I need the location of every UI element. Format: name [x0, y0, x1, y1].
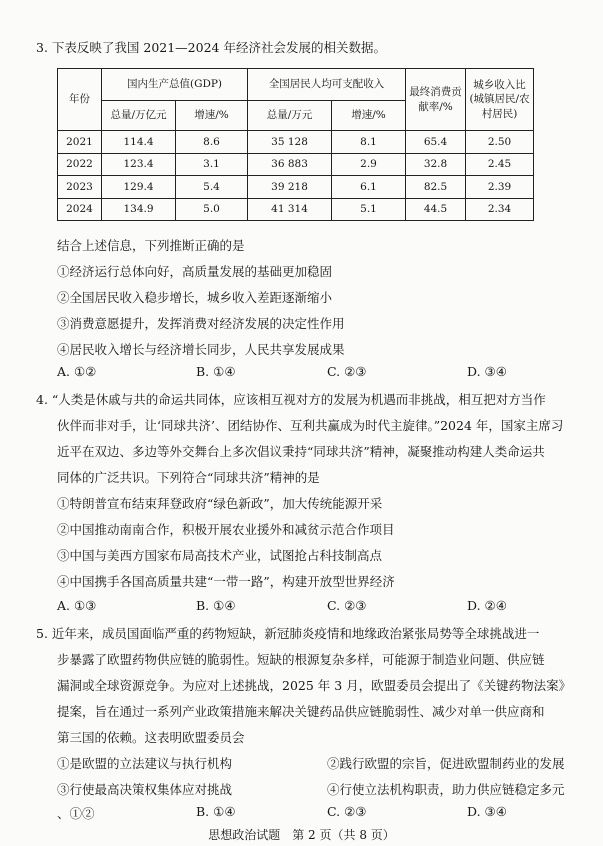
cell-consumption: 32.8 — [406, 153, 466, 176]
table-row — [58, 131, 534, 154]
q4-stem-line-4: 同体的广泛共识。下列符合“同球共济”精神的是 — [57, 470, 320, 485]
q5-stem-line-5: 第三国的依赖。这表明欧盟委员会 — [57, 730, 245, 745]
q5-option-c[interactable]: C. ②③ — [327, 804, 367, 819]
q5-item-2: ②践行欧盟的宗旨，促进欧盟制药业的发展 — [327, 756, 565, 771]
q3-option-b[interactable]: B. ①④ — [196, 364, 236, 379]
q5-option-a[interactable]: 、①② — [57, 806, 95, 821]
cell-income-growth: 6.1 — [332, 176, 406, 199]
q5-option-b[interactable]: B. ①④ — [196, 804, 236, 819]
q4-option-c[interactable]: C. ②③ — [327, 598, 367, 613]
cell-gdp-total: 123.4 — [102, 153, 176, 176]
cell-consumption: 65.4 — [406, 131, 466, 154]
q5-stem-line-4: 提案，旨在通过一系列产业政策措施来解决关键药品供应链脆弱性、减少对单一供应商和 — [57, 704, 545, 719]
q4-item-4: ④中国携手各国高质量共建“一带一路”，构建开放型世界经济 — [57, 574, 395, 589]
q3-prompt: 结合上述信息，下列推断正确的是 — [57, 238, 245, 253]
income-total-header: 总量/万元 — [248, 101, 332, 131]
q4-option-a[interactable]: A. ①③ — [57, 598, 97, 613]
ratio-header: 城乡收入比(城镇居民/农村居民) — [466, 69, 534, 131]
table-row — [58, 176, 534, 199]
cell-year: 2022 — [58, 153, 102, 176]
q3-option-a[interactable]: A. ①② — [57, 364, 97, 379]
gdp-growth-header: 增速/% — [176, 101, 248, 131]
cell-income-total: 35 128 — [248, 131, 332, 154]
cell-gdp-total: 129.4 — [102, 176, 176, 199]
cell-year: 2023 — [58, 176, 102, 199]
cell-income-growth: 5.1 — [332, 198, 406, 221]
q5-option-d[interactable]: D. ③④ — [467, 804, 507, 819]
page-footer: 思想政治试题 第 2 页（共 8 页） — [208, 828, 395, 842]
q5-stem-line-1: 5. 近年来，成员国面临严重的药物短缺，新冠肺炎疫情和地缘政治紧张局势等全球挑战进一 — [36, 626, 540, 641]
cell-gdp-growth: 5.0 — [176, 198, 248, 221]
q4-item-3: ③中国与美西方国家布局高技术产业，试图抢占科技制高点 — [57, 548, 383, 563]
q5-stem-line-3: 漏洞或全球资源竞争。为应对上述挑战，2025 年 3 月，欧盟委员会提出了《关键药物法案》 — [57, 678, 572, 693]
cell-gdp-growth: 5.4 — [176, 176, 248, 199]
cell-year: 2021 — [58, 131, 102, 154]
cell-gdp-growth: 8.6 — [176, 131, 248, 154]
cell-income-growth: 2.9 — [332, 153, 406, 176]
cell-gdp-growth: 3.1 — [176, 153, 248, 176]
q4-option-d[interactable]: D. ②④ — [467, 598, 507, 613]
q3-option-d[interactable]: D. ③④ — [467, 364, 507, 379]
q3-item-1: ①经济运行总体向好，高质量发展的基础更加稳固 — [57, 264, 333, 279]
cell-gdp-total: 134.9 — [102, 198, 176, 221]
consumption-header: 最终消费贡献率/% — [406, 69, 466, 131]
cell-ratio: 2.34 — [466, 198, 534, 221]
q5-item-4: ④行使立法机构职责，助力供应链稳定多元 — [327, 782, 565, 797]
q5-item-1: ①是欧盟的立法建议与执行机构 — [57, 756, 233, 771]
cell-income-total: 36 883 — [248, 153, 332, 176]
cell-income-total: 41 314 — [248, 198, 332, 221]
table-row — [58, 198, 534, 221]
cell-consumption: 82.5 — [406, 176, 466, 199]
q5-stem-line-2: 步暴露了欧盟药物供应链的脆弱性。短缺的根源复杂多样，可能源于制造业问题、供应链 — [57, 652, 545, 667]
q3-item-3: ③消费意愿提升，发挥消费对经济发展的决定性作用 — [57, 316, 345, 331]
table-row — [58, 153, 534, 176]
q4-item-1: ①特朗普宣布结束拜登政府“绿色新政”，加大传统能源开采 — [57, 496, 383, 511]
q3-item-4: ④居民收入增长与经济增长同步，人民共享发展成果 — [57, 342, 345, 357]
income-header: 全国居民人均可支配收入 — [248, 69, 406, 101]
q3-item-2: ②全国居民收入稳步增长，城乡收入差距逐渐缩小 — [57, 290, 333, 305]
q4-stem-line-1: 4. “人类是休戚与共的命运共同体，应该相互视对方的发展为机遇而非挑战，相互把对方当作 — [36, 392, 546, 407]
cell-ratio: 2.45 — [466, 153, 534, 176]
q4-item-2: ②中国推动南南合作，积极开展农业援外和减贫示范合作项目 — [57, 522, 395, 537]
income-growth-header: 增速/% — [332, 101, 406, 131]
cell-gdp-total: 114.4 — [102, 131, 176, 154]
cell-consumption: 44.5 — [406, 198, 466, 221]
q4-stem-line-2: 伙伴而非对手，让‘同球共济’、团结协作、互利共赢成为时代主旋律。”2024 年，国家主席习 — [57, 418, 564, 433]
q3-option-c[interactable]: C. ②③ — [327, 364, 367, 379]
gdp-total-header: 总量/万亿元 — [102, 101, 176, 131]
gdp-header: 国内生产总值(GDP) — [102, 69, 248, 101]
cell-income-total: 39 218 — [248, 176, 332, 199]
cell-year: 2024 — [58, 198, 102, 221]
q3-stem: 3. 下表反映了我国 2021—2024 年经济社会发展的相关数据。 — [36, 40, 386, 55]
year-header: 年份 — [58, 69, 102, 131]
q4-option-b[interactable]: B. ①④ — [196, 598, 236, 613]
economic-data-table — [57, 68, 534, 221]
q4-stem-line-3: 近平在双边、多边等外交舞台上多次倡议秉持“同球共济”精神，凝聚推动构建人类命运共 — [57, 444, 545, 459]
cell-ratio: 2.50 — [466, 131, 534, 154]
q5-item-3: ③行使最高决策权集体应对挑战 — [57, 782, 233, 797]
cell-ratio: 2.39 — [466, 176, 534, 199]
cell-income-growth: 8.1 — [332, 131, 406, 154]
